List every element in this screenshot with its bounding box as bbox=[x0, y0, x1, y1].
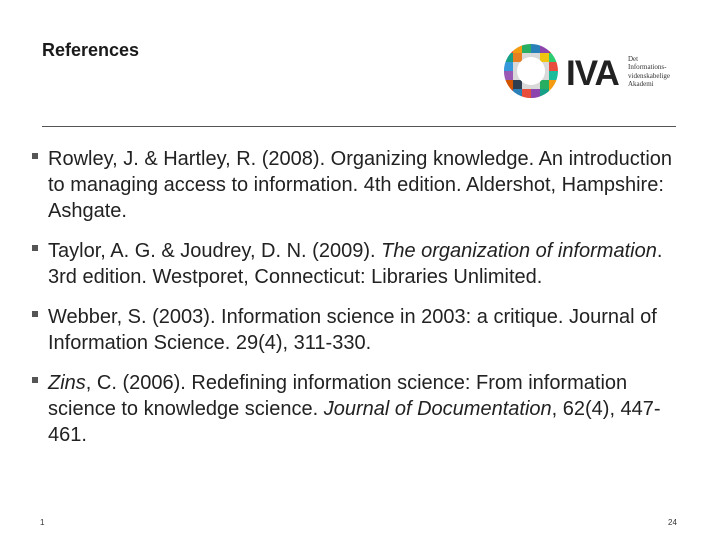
bullet-icon bbox=[32, 245, 38, 251]
reference-text: . 3rd edition. Westporet, Connecticut: Libraries Unlimited. bbox=[48, 240, 663, 288]
logo-subtitle-line: Akademi bbox=[628, 80, 654, 89]
reference-text: Rowley, J. & Hartley, R. (2008). Organizing knowledge. An introduction to managing access to information. 4th edition. Aldershot, Hampshire: Ashgate. bbox=[48, 148, 673, 222]
reference-title-italic: The organization of information bbox=[381, 240, 657, 262]
logo-text: IVA bbox=[566, 54, 619, 93]
bullet-icon bbox=[32, 153, 38, 159]
logo-subtitle bbox=[628, 55, 684, 89]
page-number: 24 bbox=[668, 518, 677, 527]
reference-text: Taylor, A. G. & Joudrey, D. N. (2009). bbox=[48, 240, 382, 262]
reference-item bbox=[30, 370, 680, 448]
title-divider bbox=[42, 126, 676, 127]
iva-ring-icon bbox=[496, 42, 566, 100]
bullet-icon bbox=[32, 377, 38, 383]
logo-subtitle-line: videnskabelige bbox=[628, 71, 670, 80]
reference-item bbox=[30, 304, 680, 356]
reference-journal-italic: Journal of Documentation bbox=[323, 398, 552, 420]
reference-author-italic: Zins bbox=[48, 372, 86, 394]
reference-list bbox=[30, 146, 680, 462]
reference-item bbox=[30, 238, 680, 290]
logo-subtitle-line: Informations- bbox=[628, 63, 667, 72]
footer-left-marker: 1 bbox=[40, 518, 45, 527]
slide-title: References bbox=[42, 40, 140, 60]
reference-text: , 62(4), 447-461. bbox=[48, 398, 661, 446]
bullet-icon bbox=[32, 311, 38, 317]
logo-subtitle-line: Det bbox=[628, 55, 639, 63]
reference-item bbox=[30, 146, 680, 224]
reference-text: , C. (2006). Redefining information science: From information science to knowledge science. bbox=[48, 372, 628, 420]
reference-text: Webber, S. (2003). Information science in 2003: a critique. Journal of Information Science. 29(4), 311-330. bbox=[48, 306, 657, 354]
